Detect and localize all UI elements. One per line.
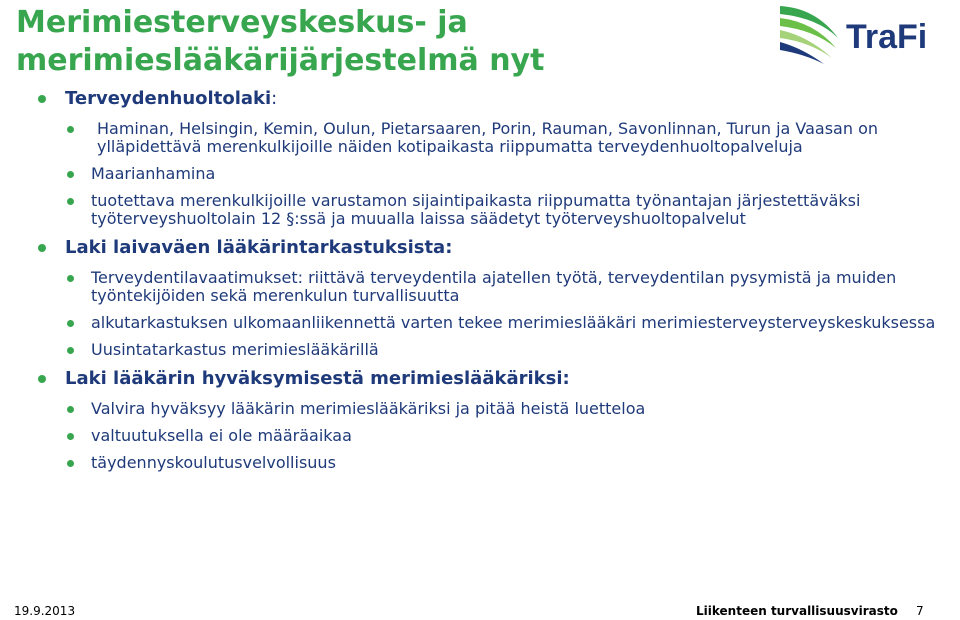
bullet-icon [67,433,74,440]
bullet-icon [67,320,74,327]
trafi-logo-text: TraFi [846,18,928,56]
footer-date: 19.9.2013 [14,604,76,618]
trafi-logo [776,0,946,70]
section-heading-laivavaki [38,237,938,259]
list-item [38,269,938,305]
list-item-text: Maarianhamina [91,164,216,183]
bullet-icon [38,244,46,252]
list-item [38,314,938,332]
list-item [38,192,938,228]
section-heading-text: Terveydenhuoltolaki: [65,88,278,109]
section-heading-text: Laki laivaväen lääkärintarkastuksista: [65,237,453,258]
list-item [38,454,938,472]
list-item-text: alkutarkastuksen ulkomaanliikennettä varten tekee merimieslääkäri merimiesterveysterveyskeskuksessa [91,313,936,332]
slide-body [38,88,938,481]
section-heading-merimieslaakari [38,368,938,390]
bullet-icon [38,95,46,103]
page-number: 7 [916,604,924,618]
bullet-icon [38,375,46,383]
list-item [38,165,938,183]
list-item-text: tuotettava merenkulkijoille varustamon sijaintipaikasta riippumatta työnantajan järjestettäväksi työterveyshuoltolain 12 §:ssä ja muualla laissa säädetyt työterveyshuoltopalvelut [91,191,861,228]
trafi-swoosh-icon [780,6,838,64]
list-item-text: Terveydentilavaatimukset: riittävä terveydentila ajatellen työtä, terveydentilan pysymistä ja muiden työntekijöiden sekä merenkulun turvallisuutta [91,268,897,305]
list-item-text: täydennyskoulutusvelvollisuus [91,453,336,472]
bullet-icon [67,406,74,413]
section-heading-text: Laki lääkärin hyväksymisestä merimieslääkäriksi: [65,368,570,389]
section-heading-terveydenhuoltolaki [38,88,938,110]
bullet-icon [67,126,74,133]
slide-title: Merimiesterveyskeskus- ja merimieslääkärijärjestelmä nyt [16,5,545,78]
bullet-icon [67,275,74,282]
bullet-icon [67,198,74,205]
bullet-icon [67,347,74,354]
list-item-text: Haminan, Helsingin, Kemin, Oulun, Pietarsaaren, Porin, Rauman, Savonlinnan, Turun ja Vaasan on ylläpidettävä merenkulkijoille näiden kotipaikasta riippumatta terveydenhuoltopalveluja [97,119,879,156]
footer-agency: Liikenteen turvallisuusvirasto [696,604,898,618]
list-item [38,400,938,418]
bullet-icon [67,460,74,467]
list-item-text: valtuutuksella ei ole määräaikaa [91,426,352,445]
list-item [38,427,938,445]
list-item [38,120,938,156]
list-item [38,341,938,359]
list-item-text: Uusintatarkastus merimieslääkärillä [91,340,379,359]
list-item-text: Valvira hyväksyy lääkärin merimieslääkäriksi ja pitää heistä luetteloa [91,399,646,418]
bullet-icon [67,171,74,178]
